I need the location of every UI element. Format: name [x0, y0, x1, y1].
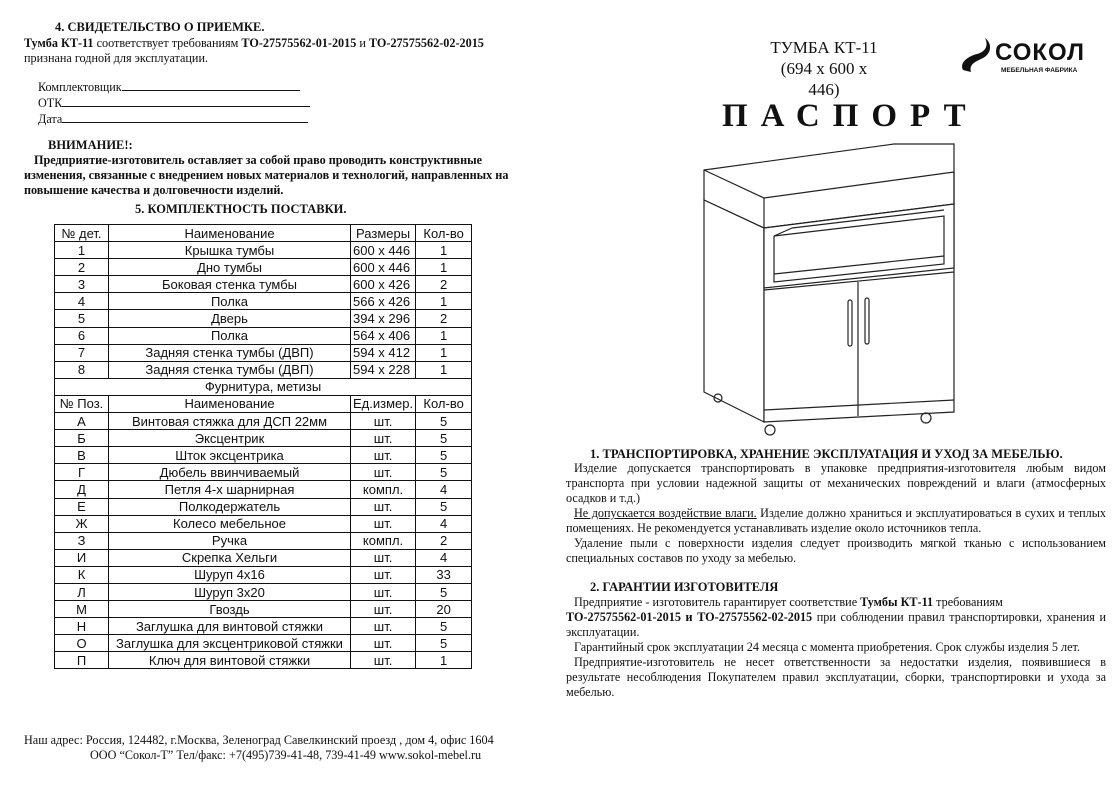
part-size-cell: 600 х 446 — [351, 242, 416, 259]
kit-table-body — [55, 225, 472, 669]
item-unit-cell: шт. — [351, 652, 416, 669]
header-cell: Наименование — [109, 225, 351, 242]
warranty-text: при соблюдении правил транспортировки, хранения и эксплуатации. — [566, 610, 1106, 639]
cabinet-side-panel — [704, 200, 764, 422]
section4-complies: соответствует требованиям — [93, 36, 242, 50]
signature-block — [38, 79, 310, 127]
item-position-cell: Ж — [55, 515, 109, 532]
table-row — [55, 378, 472, 395]
part-number-cell: 3 — [55, 276, 109, 293]
bird-logo-icon — [962, 38, 990, 72]
hardware-caption: Фурнитура, метизы — [55, 378, 472, 395]
part-qty-cell: 1 — [416, 259, 472, 276]
part-qty-cell: 1 — [416, 344, 472, 361]
item-qty-cell: 4 — [416, 481, 472, 498]
address-line: Наш адрес: Россия, 124482, г.Москва, Зеленоград Савелкинский проезд , дом 4, офис 1604 — [24, 733, 494, 747]
header-cell: № Поз. — [55, 395, 109, 412]
item-qty-cell: 5 — [416, 498, 472, 515]
item-position-cell: В — [55, 447, 109, 464]
item-unit-cell: шт. — [351, 635, 416, 652]
part-number-cell: 1 — [55, 242, 109, 259]
wheel — [765, 425, 775, 435]
wheel — [921, 413, 931, 423]
item-position-cell: Е — [55, 498, 109, 515]
header-cell: Наименование — [109, 395, 351, 412]
item-qty-cell: 5 — [416, 618, 472, 635]
item-name-cell: Гвоздь — [109, 601, 351, 618]
section2-title: 2. ГАРАНТИИ ИЗГОТОВИТЕЛЯ — [590, 580, 779, 594]
header-cell: Кол-во — [416, 225, 472, 242]
item-position-cell: К — [55, 566, 109, 583]
signer-label: ОТК — [38, 96, 63, 110]
table-row — [55, 481, 472, 498]
table-row — [55, 583, 472, 600]
item-name-cell: Винтовая стяжка для ДСП 22мм — [109, 413, 351, 430]
item-qty-cell: 5 — [416, 635, 472, 652]
item-name-cell: Петля 4-х шарнирная — [109, 481, 351, 498]
item-qty-cell: 1 — [416, 652, 472, 669]
section4-text — [24, 36, 564, 66]
table-row — [55, 413, 472, 430]
signer-row — [38, 95, 310, 111]
part-number-cell: 8 — [55, 361, 109, 378]
section4-accepted: признана годной для эксплуатации. — [24, 51, 209, 65]
warranty-standards: ТО-27575562-01-2015 и ТО-27575562-02-2015 — [566, 610, 813, 624]
section2-paragraph: Гарантийный срок эксплуатации 24 месяца с момента приобретения. Срок службы изделия 5 лет. — [574, 640, 1080, 654]
table-row — [55, 344, 472, 361]
table-row — [55, 310, 472, 327]
signature-line — [122, 79, 300, 91]
table-row — [55, 464, 472, 481]
table-row — [55, 618, 472, 635]
part-number-cell: 7 — [55, 344, 109, 361]
item-qty-cell: 33 — [416, 566, 472, 583]
table-row — [55, 242, 472, 259]
table-row — [55, 293, 472, 310]
part-name-cell: Полка — [109, 293, 351, 310]
part-number-cell: 6 — [55, 327, 109, 344]
logo-name: СОКОЛ — [995, 39, 1085, 66]
item-position-cell: Г — [55, 464, 109, 481]
section1-text — [566, 461, 1106, 566]
section1-paragraph: Удаление пыли с поверхности изделия следует производить мягкой тканью с использованием специальных составов по уходу за мебелью. — [566, 536, 1106, 565]
item-qty-cell: 5 — [416, 413, 472, 430]
table-row — [55, 447, 472, 464]
item-unit-cell: шт. — [351, 447, 416, 464]
table-row — [55, 532, 472, 549]
cabinet-illustration — [700, 140, 970, 440]
table-row — [55, 652, 472, 669]
part-qty-cell: 2 — [416, 276, 472, 293]
address-block — [24, 733, 494, 763]
header-cell: Кол-во — [416, 395, 472, 412]
item-qty-cell: 5 — [416, 464, 472, 481]
item-unit-cell: шт. — [351, 601, 416, 618]
passport-title: ПАСПОРТ — [722, 98, 979, 134]
part-size-cell: 594 х 412 — [351, 344, 416, 361]
part-qty-cell: 2 — [416, 310, 472, 327]
section2-paragraph: Предприятие-изготовитель не несет ответственности за недостатки изделия, появившиеся в результате несоблюдения Покупателем правил эксплуатации, сборки, транспортировки и ухода за мебелью. — [566, 655, 1106, 699]
attention-text: Предприятие-изготовитель оставляет за собой право проводить конструктивные изменения, связанные с внедрением новых материалов и технологий, направленных на повышение качества и долговечности изделий. — [24, 153, 509, 197]
item-name-cell: Шток эксцентрика — [109, 447, 351, 464]
item-unit-cell: шт. — [351, 498, 416, 515]
section1-paragraph: Изделие допускается транспортировать в упаковке предприятия-изготовителя любым видом транспорта при условии надежной защиты от механических повреждений и влаги (атмосферных осадков и т.д.) — [566, 461, 1106, 505]
part-name-cell: Задняя стенка тумбы (ДВП) — [109, 344, 351, 361]
item-position-cell: Н — [55, 618, 109, 635]
section4-title: 4. СВИДЕТЕЛЬСТВО О ПРИЕМКЕ. — [55, 20, 265, 34]
part-number-cell: 5 — [55, 310, 109, 327]
part-qty-cell: 1 — [416, 293, 472, 310]
part-qty-cell: 1 — [416, 361, 472, 378]
item-unit-cell: шт. — [351, 413, 416, 430]
item-name-cell: Шуруп 4х16 — [109, 566, 351, 583]
section4-and: и — [356, 36, 369, 50]
table-header-row — [55, 395, 472, 412]
item-unit-cell: шт. — [351, 430, 416, 447]
item-unit-cell: компл. — [351, 532, 416, 549]
section1-title: 1. ТРАНСПОРТИРОВКА, ХРАНЕНИЕ ЭКСПЛУАТАЦИЯ И УХОД ЗА МЕБЕЛЬЮ. — [590, 447, 1063, 461]
part-name-cell: Задняя стенка тумбы (ДВП) — [109, 361, 351, 378]
part-number-cell: 2 — [55, 259, 109, 276]
table-row — [55, 566, 472, 583]
item-position-cell: И — [55, 549, 109, 566]
item-name-cell: Скрепка Хельги — [109, 549, 351, 566]
part-size-cell: 566 х 426 — [351, 293, 416, 310]
part-size-cell: 594 х 228 — [351, 361, 416, 378]
signature-line — [62, 111, 308, 123]
section4-product: Тумба КТ-11 — [24, 36, 94, 50]
section2-text — [566, 595, 1106, 700]
part-size-cell: 394 х 296 — [351, 310, 416, 327]
item-qty-cell: 20 — [416, 601, 472, 618]
part-size-cell: 600 х 446 — [351, 259, 416, 276]
item-unit-cell: шт. — [351, 464, 416, 481]
right-door-handle — [865, 298, 869, 344]
part-size-cell: 600 х 426 — [351, 276, 416, 293]
item-name-cell: Заглушка для эксцентриковой стяжки — [109, 635, 351, 652]
part-name-cell: Боковая стенка тумбы — [109, 276, 351, 293]
part-name-cell: Полка — [109, 327, 351, 344]
header-cell: Размеры — [351, 225, 416, 242]
header-cell: Ед.измер. — [351, 395, 416, 412]
item-name-cell: Эксцентрик — [109, 430, 351, 447]
signer-row — [38, 111, 310, 127]
product-title: ТУМБА КТ-11 — [770, 38, 878, 57]
warranty-product: Тумбы КТ-11 — [860, 595, 934, 609]
part-qty-cell: 1 — [416, 327, 472, 344]
item-name-cell: Ручка — [109, 532, 351, 549]
section2-paragraph — [566, 595, 1106, 640]
item-unit-cell: шт. — [351, 566, 416, 583]
item-qty-cell: 4 — [416, 549, 472, 566]
signature-line — [62, 95, 310, 107]
item-position-cell: Д — [55, 481, 109, 498]
table-row — [55, 276, 472, 293]
item-unit-cell: компл. — [351, 481, 416, 498]
item-name-cell: Колесо мебельное — [109, 515, 351, 532]
warranty-text: требованиям — [933, 595, 1003, 609]
section4-std1: ТО-27575562-01-2015 — [241, 36, 357, 50]
table-row — [55, 327, 472, 344]
item-position-cell: Л — [55, 583, 109, 600]
item-name-cell: Заглушка для винтовой стяжки — [109, 618, 351, 635]
contact-line: ООО “Сокол-Т” Тел/факс: +7(495)739-41-48, 739-41-49 www.sokol-mebel.ru — [90, 748, 482, 762]
kit-table — [54, 224, 472, 669]
item-qty-cell: 5 — [416, 583, 472, 600]
storage-text: Изделие должно храниться и эксплуатироваться в сухих и теплых помещениях. Не рекомендуется устанавливать изделие около источников тепла. — [566, 506, 1106, 535]
item-unit-cell: шт. — [351, 618, 416, 635]
part-number-cell: 4 — [55, 293, 109, 310]
item-position-cell: Б — [55, 430, 109, 447]
header-cell: № дет. — [55, 225, 109, 242]
item-qty-cell: 2 — [416, 532, 472, 549]
signer-row — [38, 79, 310, 95]
item-name-cell: Дюбель ввинчиваемый — [109, 464, 351, 481]
item-name-cell: Шуруп 3х20 — [109, 583, 351, 600]
table-row — [55, 601, 472, 618]
product-dimensions: (694 х 600 х 446) — [780, 59, 868, 99]
item-position-cell: О — [55, 635, 109, 652]
signer-label: Комплектовщик — [38, 80, 122, 94]
item-position-cell: З — [55, 532, 109, 549]
table-row — [55, 498, 472, 515]
item-qty-cell: 4 — [416, 515, 472, 532]
table-row — [55, 430, 472, 447]
product-title-block — [765, 37, 883, 100]
item-unit-cell: шт. — [351, 549, 416, 566]
attention-title: ВНИМАНИЕ!: — [48, 138, 133, 152]
table-header-row — [55, 225, 472, 242]
item-position-cell: А — [55, 413, 109, 430]
logo-subtitle: МЕБЕЛЬНАЯ ФАБРИКА — [1001, 67, 1078, 74]
part-name-cell: Дверь — [109, 310, 351, 327]
signer-label: Дата — [38, 112, 63, 126]
table-row — [55, 635, 472, 652]
item-unit-cell: шт. — [351, 515, 416, 532]
left-door-handle — [848, 300, 852, 346]
item-position-cell: М — [55, 601, 109, 618]
item-qty-cell: 5 — [416, 447, 472, 464]
table-row — [55, 549, 472, 566]
section5-title: 5. КОМПЛЕКТНОСТЬ ПОСТАВКИ. — [135, 202, 347, 216]
item-qty-cell: 5 — [416, 430, 472, 447]
item-position-cell: П — [55, 652, 109, 669]
item-unit-cell: шт. — [351, 583, 416, 600]
part-name-cell: Дно тумбы — [109, 259, 351, 276]
table-row — [55, 259, 472, 276]
sokol-logo — [955, 30, 1105, 78]
section1-paragraph — [566, 506, 1106, 536]
part-size-cell: 564 х 406 — [351, 327, 416, 344]
section4-std2: ТО-27575562-02-2015 — [368, 36, 484, 50]
table-row — [55, 515, 472, 532]
item-name-cell: Ключ для винтовой стяжки — [109, 652, 351, 669]
table-row — [55, 361, 472, 378]
moisture-warning: Не допускается воздействие влаги. — [574, 506, 757, 520]
part-qty-cell: 1 — [416, 242, 472, 259]
item-name-cell: Полкодержатель — [109, 498, 351, 515]
part-name-cell: Крышка тумбы — [109, 242, 351, 259]
warranty-text: Предприятие - изготовитель гарантирует соответствие — [574, 595, 861, 609]
